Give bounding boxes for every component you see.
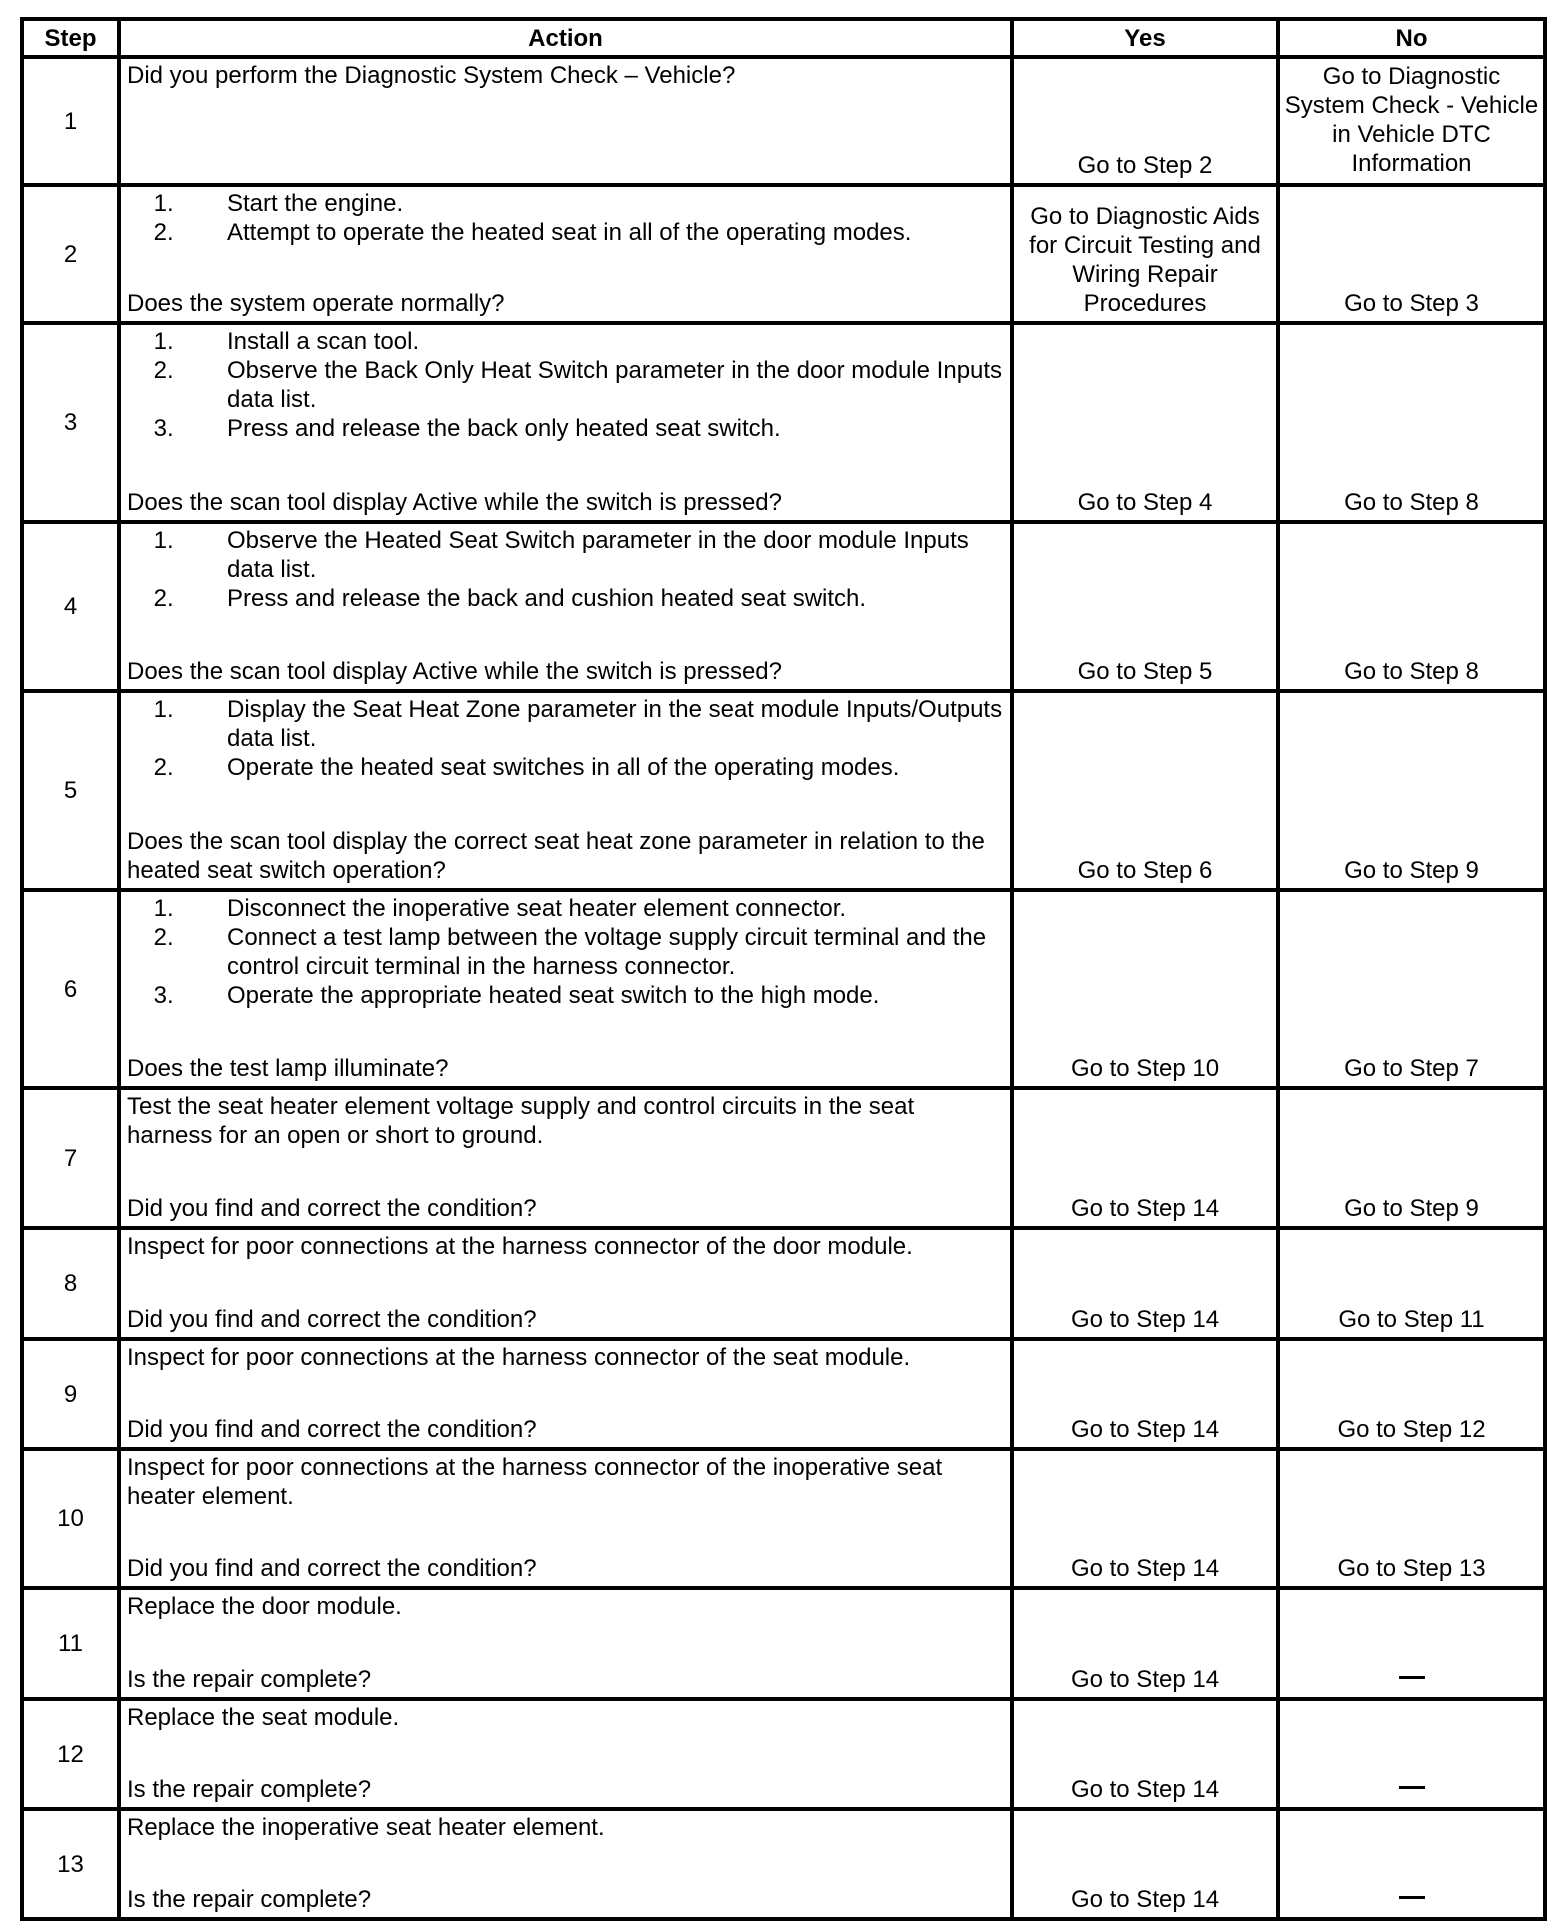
no-result: Go to Step 9 — [1278, 1088, 1545, 1228]
no-result: Go to Step 8 — [1278, 323, 1545, 522]
action-question: Did you find and correct the condition? — [127, 1306, 537, 1333]
action-question: Does the scan tool display Active while the switch is pressed? — [127, 489, 782, 516]
substep-item: 3. Press and release the back only heated seat switch. — [227, 414, 1004, 443]
action-question: Is the repair complete? — [127, 1666, 372, 1693]
yes-result: Go to Step 10 — [1012, 890, 1278, 1088]
table-row — [22, 1339, 1545, 1449]
table-row — [22, 522, 1545, 691]
action-text: Inspect for poor connections at the harness connector of the seat module. — [127, 1344, 911, 1371]
substep-item: 1. Observe the Heated Seat Switch parameter in the door module Inputs data list. — [227, 526, 1004, 584]
action-cell — [119, 185, 1012, 323]
table-row — [22, 1449, 1545, 1588]
diagnostic-table — [20, 17, 1547, 1921]
header-yes: Yes — [1012, 19, 1278, 57]
table-row — [22, 323, 1545, 522]
substep-item: 2. Operate the heated seat switches in all of the operating modes. — [227, 753, 1004, 782]
action-cell — [119, 1809, 1012, 1919]
step-number: 10 — [22, 1449, 119, 1588]
yes-result: Go to Step 14 — [1012, 1699, 1278, 1809]
substep-item: 1. Start the engine. — [227, 189, 1004, 218]
action-cell — [119, 1228, 1012, 1339]
step-number: 6 — [22, 890, 119, 1088]
action-cell — [119, 1088, 1012, 1228]
action-cell — [119, 323, 1012, 522]
yes-result: Go to Step 6 — [1012, 691, 1278, 890]
action-cell — [119, 1449, 1012, 1588]
action-question: Does the test lamp illuminate? — [127, 1055, 449, 1082]
action-text: Inspect for poor connections at the harness connector of the door module. — [127, 1233, 913, 1260]
substep-list — [127, 894, 1004, 1010]
yes-result: Go to Step 14 — [1012, 1809, 1278, 1919]
step-number: 5 — [22, 691, 119, 890]
table-row — [22, 1588, 1545, 1699]
action-text: Replace the seat module. — [127, 1704, 400, 1731]
step-number: 7 — [22, 1088, 119, 1228]
no-result-empty — [1278, 1699, 1545, 1809]
substep-item: 1. Display the Seat Heat Zone parameter in the seat module Inputs/Outputs data list. — [227, 695, 1004, 753]
table-row — [22, 1228, 1545, 1339]
table-row — [22, 1809, 1545, 1919]
step-number: 1 — [22, 57, 119, 185]
step-number: 11 — [22, 1588, 119, 1699]
yes-result: Go to Step 14 — [1012, 1339, 1278, 1449]
action-cell — [119, 57, 1012, 185]
substep-item: 2. Connect a test lamp between the voltage supply circuit terminal and the control circuit terminal in the harness connector. — [227, 923, 1004, 981]
table-row — [22, 57, 1545, 185]
table-row — [22, 691, 1545, 890]
action-question: Is the repair complete? — [127, 1776, 372, 1803]
substep-item: 3. Operate the appropriate heated seat switch to the high mode. — [227, 981, 1004, 1010]
header-step: Step — [22, 19, 119, 57]
action-question: Does the system operate normally? — [127, 290, 505, 317]
action-question: Does the scan tool display Active while the switch is pressed? — [127, 658, 782, 685]
action-question: Did you find and correct the condition? — [127, 1416, 537, 1443]
no-result: Go to Step 11 — [1278, 1228, 1545, 1339]
step-number: 3 — [22, 323, 119, 522]
no-result: Go to Step 7 — [1278, 890, 1545, 1088]
dash-mark — [1399, 1896, 1425, 1899]
action-question: Is the repair complete? — [127, 1886, 372, 1913]
header-action: Action — [119, 19, 1012, 57]
step-number: 2 — [22, 185, 119, 323]
action-text: Inspect for poor connections at the harness connector of the inoperative seat heater element. — [127, 1454, 943, 1510]
substep-list — [127, 327, 1004, 443]
table-row — [22, 1699, 1545, 1809]
yes-result: Go to Step 14 — [1012, 1228, 1278, 1339]
action-question: Does the scan tool display the correct seat heat zone parameter in relation to the heated seat switch operation? — [127, 828, 985, 884]
no-result: Go to Step 13 — [1278, 1449, 1545, 1588]
yes-result: Go to Step 14 — [1012, 1588, 1278, 1699]
no-result-empty — [1278, 1588, 1545, 1699]
step-number: 12 — [22, 1699, 119, 1809]
no-result: Go to Step 12 — [1278, 1339, 1545, 1449]
header-row — [22, 19, 1545, 57]
substep-list — [127, 526, 1004, 613]
substep-item: 2. Attempt to operate the heated seat in all of the operating modes. — [227, 218, 1004, 247]
action-cell — [119, 1588, 1012, 1699]
action-text: Test the seat heater element voltage supply and control circuits in the seat harness for an open or short to ground. — [127, 1093, 915, 1149]
action-cell — [119, 1699, 1012, 1809]
step-number: 8 — [22, 1228, 119, 1339]
no-result: Go to Step 8 — [1278, 522, 1545, 691]
substep-list — [127, 695, 1004, 782]
action-text: Replace the door module. — [127, 1593, 402, 1620]
substep-item: 2. Press and release the back and cushion heated seat switch. — [227, 584, 1004, 613]
dash-mark — [1399, 1786, 1425, 1789]
no-result: Go to Step 9 — [1278, 691, 1545, 890]
step-number: 13 — [22, 1809, 119, 1919]
table-row — [22, 1088, 1545, 1228]
action-cell — [119, 1339, 1012, 1449]
dash-mark — [1399, 1676, 1425, 1679]
table-row — [22, 890, 1545, 1088]
substep-item: 2. Observe the Back Only Heat Switch parameter in the door module Inputs data list. — [227, 356, 1004, 414]
action-cell — [119, 691, 1012, 890]
action-text: Replace the inoperative seat heater element. — [127, 1814, 605, 1841]
no-result: Go to Diagnostic System Check - Vehicle in Vehicle DTC Information — [1278, 57, 1545, 185]
substep-item: 1. Disconnect the inoperative seat heater element connector. — [227, 894, 1004, 923]
substep-list — [127, 189, 1004, 247]
yes-result: Go to Step 14 — [1012, 1449, 1278, 1588]
action-question: Did you find and correct the condition? — [127, 1555, 537, 1582]
yes-result: Go to Step 5 — [1012, 522, 1278, 691]
no-result: Go to Step 3 — [1278, 185, 1545, 323]
no-result-empty — [1278, 1809, 1545, 1919]
action-question: Did you find and correct the condition? — [127, 1195, 537, 1222]
yes-result: Go to Step 14 — [1012, 1088, 1278, 1228]
yes-result: Go to Diagnostic Aids for Circuit Testing and Wiring Repair Procedures — [1012, 185, 1278, 323]
action-cell — [119, 522, 1012, 691]
substep-item: 1. Install a scan tool. — [227, 327, 1004, 356]
action-cell — [119, 890, 1012, 1088]
header-no: No — [1278, 19, 1545, 57]
step-number: 4 — [22, 522, 119, 691]
step-number: 9 — [22, 1339, 119, 1449]
action-text: Did you perform the Diagnostic System Check – Vehicle? — [127, 62, 736, 89]
yes-result: Go to Step 2 — [1012, 57, 1278, 185]
table-row — [22, 185, 1545, 323]
yes-result: Go to Step 4 — [1012, 323, 1278, 522]
